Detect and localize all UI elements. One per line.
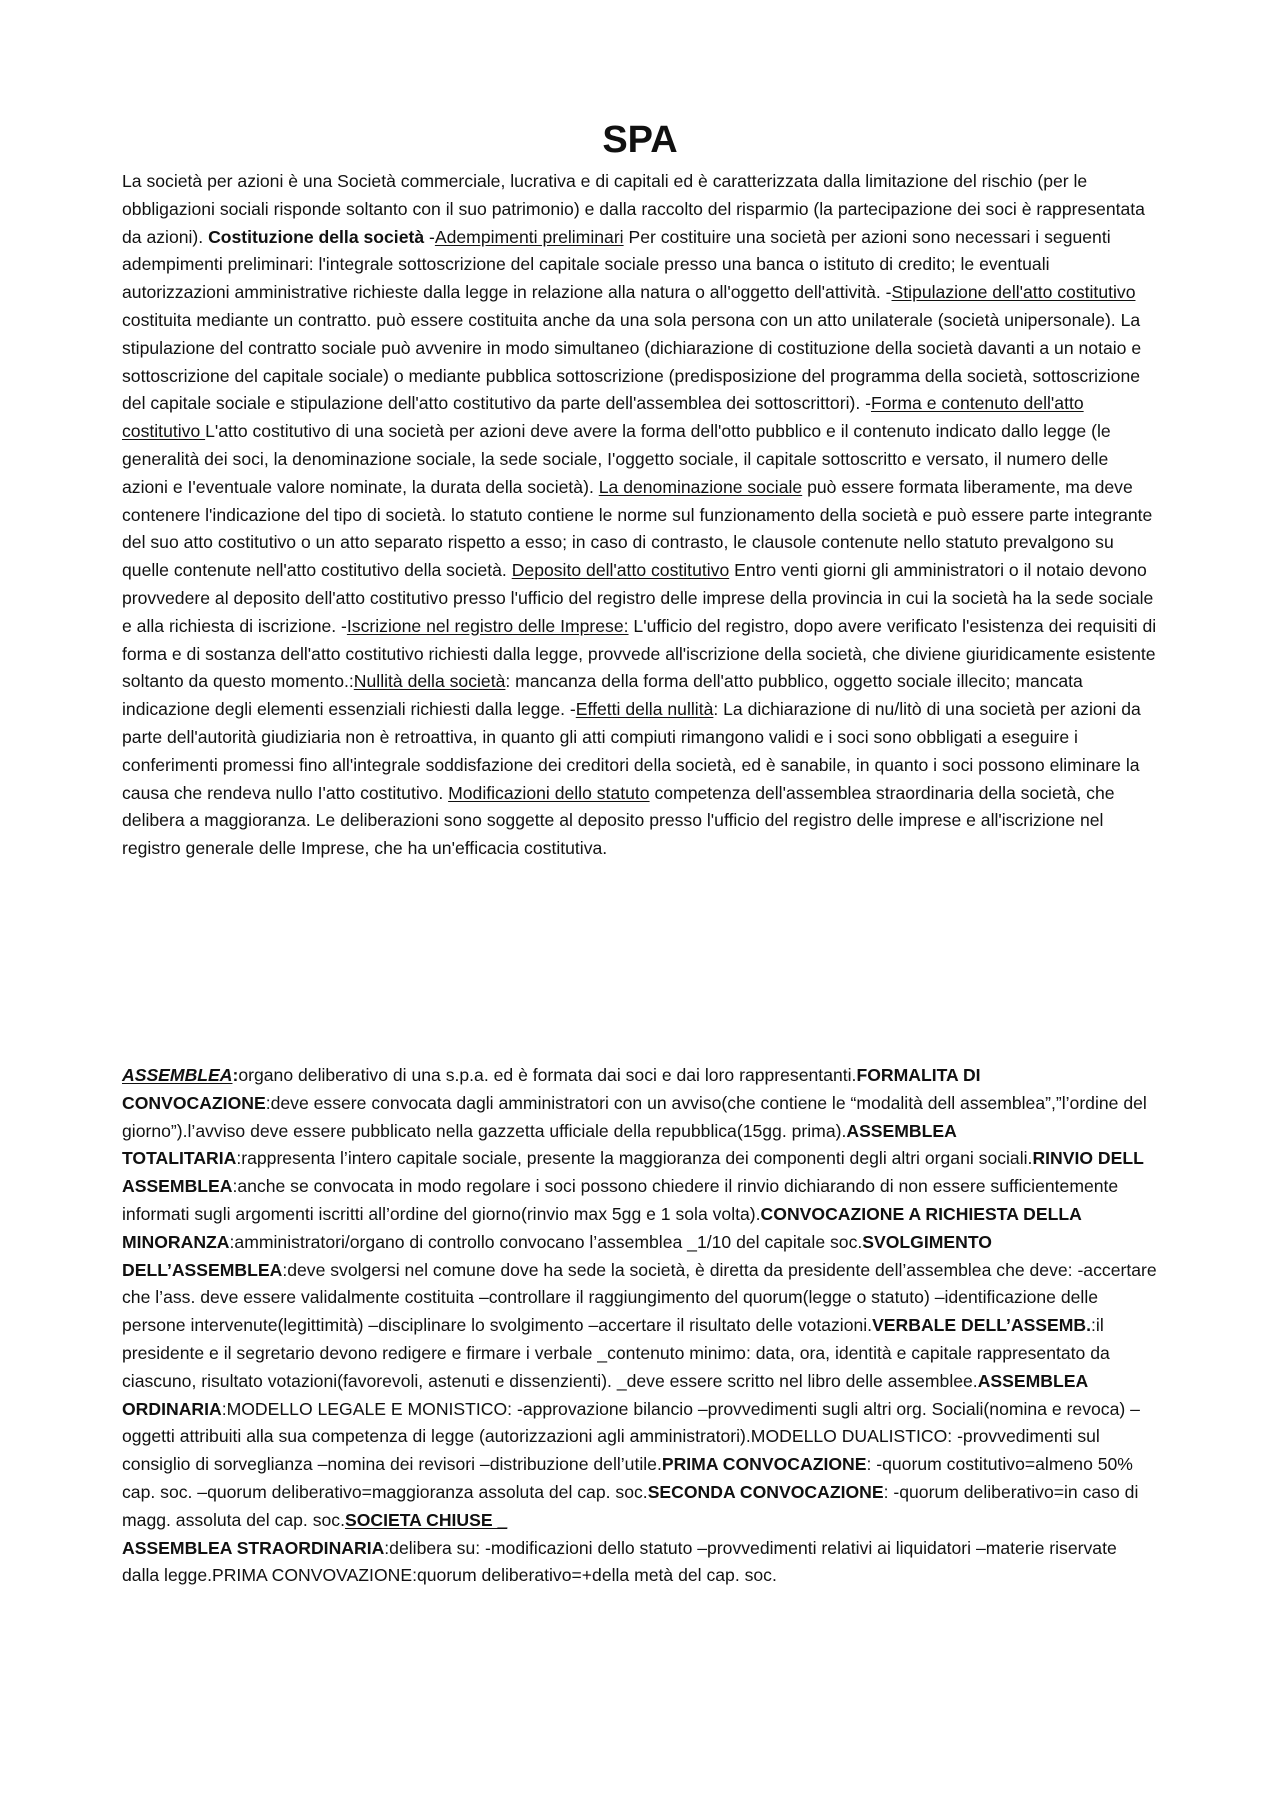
text-run: organo deliberativo di una s.p.a. ed è formata dai soci e dai loro rappresentanti. <box>238 1065 857 1085</box>
text-run: Entro venti giorni gli amministratori o il notaio devono provvedere al deposito dell'atto costitutivo presso l'ufficio del registro delle imprese della provincia in cui la società ha la sede sociale e alla richiesta di iscrizione. - <box>122 560 1154 636</box>
text-run: costituita mediante un contratto. può essere costituita anche da una sola persona con un atto unilaterale (società unipersonale). La stipulazione del contratto sociale può avvenire in modo simultaneo (dichiarazione di costituzione della società davanti a un notaio e sottoscrizione del capitale sociale) o mediante pubblica sottoscrizione (predisposizione del programma della società, sottoscrizione del capitale sociale e stipulazione dell'atto costitutivo da parte dell'assemblea dei sottoscrittori). - <box>122 309 1142 414</box>
text-run: :deve svolgersi nel comune dove ha sede la società, è diretta da presidente dell’assemblea che deve: -accertare che l’ass. deve essere validalmente costituita –controllare il raggiungimento del quorum(legge o statuto) –identificazione delle persone intervenute(legittimità) –disciplinare lo svolgimento –accertare il risultato delle votazioni. <box>122 1259 1157 1336</box>
text-run: :MODELLO LEGALE E MONISTICO: -approvazione bilancio –provvedimenti sugli altri org. Sociali(nomina e revoca) –oggetti attribuiti alla sua competenza di legge (autorizzazioni agli amministratori).MODELLO DUALISTICO: -provvedimenti sul consiglio di sorveglianza –nomina dei revisori –distribuzione dell’utile. <box>122 1398 1140 1475</box>
text-run: - <box>424 226 435 247</box>
text-run: : mancanza della forma dell'atto pubblico, oggetto sociale illecito; mancata indicazione degli elementi essenziali richiesti dalla legge. - <box>122 671 1083 720</box>
heading-assemblea-text: ASSEMBLEA <box>122 1065 233 1085</box>
heading-ordinaria: ASSEMBLEA ORDINARIA <box>122 1370 1088 1419</box>
heading-prima-convocazione: PRIMA CONVOCAZIONE <box>661 1454 867 1475</box>
text-run: La società per azioni è una Società commerciale, lucrativa e di capitali ed è caratterizzata dalla limitazione del rischio (per le obbligazioni sociali risponde soltanto con il suo patrimonio) e dalla raccolto del risparmio (la partecipazione dei soci è rappresentata da azioni). <box>122 171 1145 247</box>
paragraph-spa-costituzione <box>122 168 1158 863</box>
heading-stipulazione: Stipulazione dell'atto costitutivo <box>891 282 1136 303</box>
text-run: :anche se convocata in modo regolare i soci possono chiedere il rinvio dichiarando di non essere sufficientemente informati sugli argomenti iscritti all’ordine del giorno(rinvio max 5gg e 1 sola volta). <box>122 1176 1119 1224</box>
heading-denominazione: La denominazione sociale <box>598 476 803 497</box>
heading-totalitaria: ASSEMBLEA TOTALITARIA <box>122 1120 957 1169</box>
heading-deposito: Deposito dell'atto costitutivo <box>511 560 730 581</box>
heading-costituzione: Costituzione della società <box>208 226 425 247</box>
text-run: :delibera su: -modificazioni dello statuto –provvedimenti relativi ai liquidatori –materie riservate dalla legge.PRIMA CONVOVAZIONE:quorum deliberativo=+della metà del cap. soc. <box>122 1537 1117 1586</box>
text-run: : -quorum deliberativo=in caso di magg. assoluta del cap. soc. <box>122 1481 1139 1530</box>
heading-societa-chiuse-text: SOCIETA CHIUSE _ <box>344 1509 508 1530</box>
text-run: Per costituire una società per azioni sono necessari i seguenti adempimenti preliminari: l'integrale sottoscrizione del capitale sociale presso una banca o istituto di credito; le eventuali autorizzazioni amministrative richieste dalla legge in relazione alla natura o all'oggetto dell'attività. - <box>122 226 1111 303</box>
text-run: : La dichiarazione di nu/litò di una società per azioni da parte dell'autorità giudiziaria non è retroattiva, in quanto gli atti compiuti rimangono validi e i soci sono obbligati a eseguire i conferimenti promessi fino all'integrale soddisfazione dei creditori della società, ed è sanabile, in quanto i soci possono eliminare la causa che rendeva nullo I'atto costitutivo. <box>122 699 1141 803</box>
heading-rinvio: RINVIO DELL ASSEMBLEA <box>122 1148 1144 1197</box>
paragraph-assemblea <box>122 1062 1158 1590</box>
text-run: L'atto costitutivo di una società per azioni deve avere la forma dell'otto pubblico e il contenuto indicato dallo legge (le generalità dei soci, la denominazione sociale, la sede sociale, I'oggetto sociale, il capitale sottoscritto e versato, il numero delle azioni e I'eventuale valore nominate, la durata della società). <box>122 421 1111 497</box>
heading-adempimenti: Adempimenti preliminari <box>434 226 624 247</box>
heading-societa-chiuse <box>345 1510 507 1530</box>
heading-svolgimento: SVOLGIMENTO DELL’ASSEMBLEA <box>122 1231 992 1280</box>
text-run: :rappresenta l’intero capitale sociale, presente la maggioranza dei componenti degli altri organi sociali. <box>236 1148 1033 1169</box>
text-run: può essere formata liberamente, ma deve contenere l'indicazione del tipo di società. lo statuto contiene le norme sul funzionamento della società e può essere parte integrante del suo atto costitutivo o un atto separato rispetto a esso; in caso di contrasto, le clausole contenute nello statuto prevalgono su quelle contenute nell'atto costitutivo della società. <box>122 476 1153 581</box>
heading-iscrizione: Iscrizione nel registro delle Imprese: <box>346 615 629 636</box>
text-run: :deve essere convocata dagli amministratori con un avviso(che contiene le “modalità dell assemblea”,”l’ordine del giorno”).l’avviso deve essere pubblicato nella gazzetta ufficiale della repubblica(15gg. prima). <box>122 1092 1147 1141</box>
heading-formalita: FORMALITA DI CONVOCAZIONE <box>122 1065 981 1113</box>
heading-forma-contenuto: Forma e contenuto dell'atto costitutivo <box>122 393 1084 442</box>
text-run: competenza dell'assemblea straordinaria della società, che delibera a maggioranza. Le deliberazioni sono soggette al deposito presso l'ufficio del registro delle imprese e all'iscrizione nel registro generale delle Imprese, che ha un'efficacia costitutiva. <box>122 782 1115 859</box>
text-run: : -quorum costitutivo=almeno 50% cap. soc. –quorum deliberativo=maggioranza assoluta del cap. soc. <box>122 1454 1133 1502</box>
heading-verbale: VERBALE DELL’ASSEMB. <box>872 1315 1092 1336</box>
page-title: SPA <box>602 119 678 161</box>
heading-modificazioni: Modificazioni dello statuto <box>448 782 650 803</box>
heading-seconda-convocazione: SECONDA CONVOCAZIONE <box>647 1481 884 1502</box>
heading-effetti-nullita: Effetti della nullità <box>575 699 714 720</box>
text-run: :il presidente e il segretario devono redigere e firmare i verbale _contenuto minimo: data, ora, identità e capitale rappresentato da ciascuno, risultato votazioni(favorevoli, astenuti e dissenzienti). _deve essere scritto nel libro delle assemblee. <box>122 1315 1110 1391</box>
text-run: L'ufficio del registro, dopo avere verificato l'esistenza dei requisiti di forma e di sostanza dell'atto costitutivo richiesti dalla legge, provvede all'iscrizione della società, che diviene giuridicamente esistente soltanto da questo momento.: <box>122 615 1157 692</box>
heading-nullita: Nullità della società <box>353 671 506 692</box>
text-run: :amministratori/organo di controllo convocano l’assemblea _1/10 del capitale soc. <box>229 1231 863 1252</box>
heading-convocazione-minoranza: CONVOCAZIONE A RICHIESTA DELLA MINORANZA <box>122 1203 1082 1252</box>
heading-straordinaria: ASSEMBLEA STRAORDINARIA <box>122 1537 385 1558</box>
heading-assemblea <box>122 1065 238 1085</box>
text-run: : <box>232 1065 239 1085</box>
